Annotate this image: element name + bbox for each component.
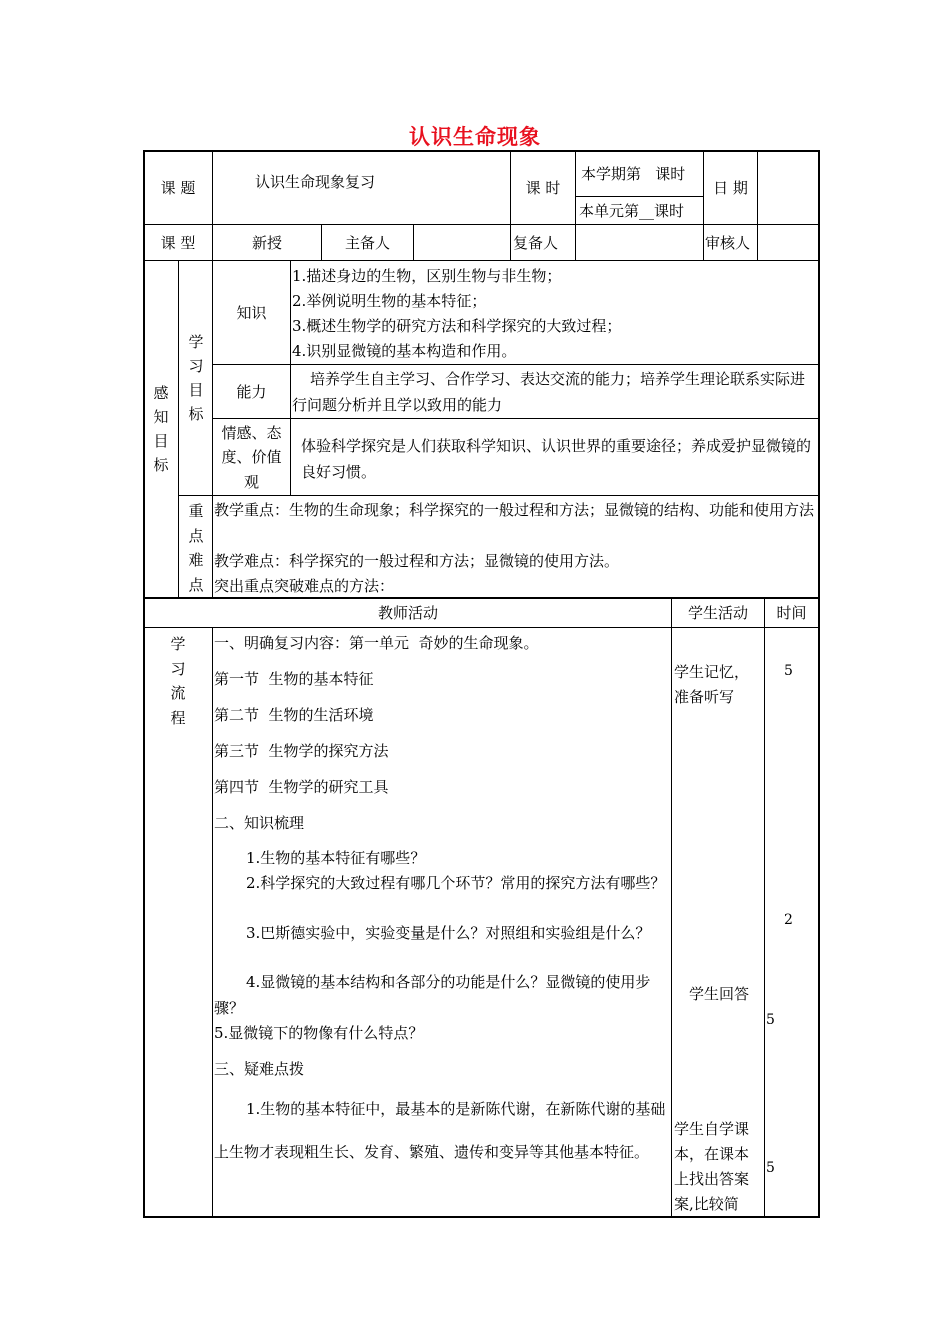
ability-label: 能力 (236, 383, 267, 401)
goals-outer-label: 感知目标 (153, 384, 169, 474)
knowledge-item: 1.描述身边的生物，区别生物与非生物； (292, 267, 562, 285)
student-activity: 学生自学课本，在课本上找出答案案,比较简 (674, 1120, 750, 1213)
course-label: 课 题 (160, 179, 196, 197)
student-activity-header: 学生活动 (687, 604, 748, 622)
teacher-activity-header: 教师活动 (377, 604, 438, 622)
date-label: 日 期 (713, 179, 748, 197)
main-preparer-label: 主备人 (344, 234, 390, 252)
ability-text: 培养学生自主学习、合作学习、表达交流的能力；培养学生理论联系实际进行问题分析并且学以致用的能力 (292, 370, 806, 414)
unit-section: 第四节 生物学的研究工具 (214, 778, 389, 796)
time-value: 5 (766, 1012, 775, 1028)
student-activity: 学生回答 (689, 985, 750, 1003)
knowledge-item: 2.举例说明生物的基本特征； (292, 292, 487, 310)
emotion-label-3: 观 (243, 473, 259, 491)
focus-method: 突出重点突破难点的方法： (214, 577, 395, 595)
unit-section: 第三节 生物学的探究方法 (214, 742, 389, 760)
time-value: 5 (766, 1160, 775, 1176)
period-label: 课 时 (525, 179, 561, 197)
type-value: 新授 (251, 234, 282, 252)
student-activity: 学生记忆，准备听写 (674, 663, 750, 706)
focus-key: 教学重点：生物的生命现象；科学探究的一般过程和方法；显微镜的结构、功能和使用方法 (214, 501, 815, 519)
emotion-label-1: 情感、态 (221, 424, 282, 442)
reviewer-label: 审核人 (705, 234, 751, 252)
time-value: 5 (784, 663, 793, 679)
question-item: 1.生物的基本特征有哪些？ (246, 849, 426, 867)
time-value: 2 (784, 912, 793, 928)
question-item: 4.显微镜的基本结构和各部分的功能是什么？显微镜的使用步骤？ (214, 973, 651, 1017)
difficulty-item: 1.生物的基本特征中，最基本的是新陈代谢，在新陈代谢的基础上生物才表现粗生长、发育、繁殖、遗传和变异等其他基本特征。 (214, 1100, 666, 1161)
question-item: 3.巴斯德实验中，实验变量是什么？对照组和实验组是什么？ (246, 924, 651, 942)
section-heading: 一、明确复习内容：第一单元 奇妙的生命现象。 (214, 634, 539, 652)
flow-label: 学习流程 (170, 635, 186, 727)
focus-difficulty: 教学难点：科学探究的一般过程和方法；显微镜的使用方法。 (214, 552, 620, 570)
page-title: 认识生命现象 (409, 125, 541, 149)
question-item: 5.显微镜下的物像有什么特点？ (214, 1024, 424, 1042)
type-label: 课 型 (160, 234, 196, 252)
emotion-label-2: 度、价值 (221, 448, 282, 466)
focus-label: 重点难点 (188, 502, 204, 594)
question-item: 2.科学探究的大致过程有哪几个环节？常用的探究方法有哪些？ (246, 874, 666, 892)
time-header: 时间 (776, 604, 807, 622)
emotion-text: 体验科学探究是人们获取科学知识、认识世界的重要途径；养成爱护显微镜的良好习惯。 (301, 437, 812, 481)
unit-section: 第二节 生物的生活环境 (214, 706, 374, 724)
section-heading: 二、知识梳理 (214, 814, 305, 832)
knowledge-item: 4.识别显微镜的基本构造和作用。 (292, 342, 517, 360)
goals-inner-label: 学习目标 (188, 333, 204, 423)
knowledge-item: 3.概述生物学的研究方法和科学探究的大致过程； (292, 317, 622, 335)
knowledge-label: 知识 (236, 304, 267, 322)
co-preparer-label: 复备人 (513, 234, 559, 252)
period-unit: 本单元第__课时 (579, 202, 685, 220)
course-value: 认识生命现象复习 (255, 173, 376, 191)
section-heading: 三、疑难点拨 (214, 1060, 305, 1078)
period-term: 本学期第 课时 (581, 165, 686, 183)
unit-section: 第一节 生物的基本特征 (214, 670, 374, 688)
